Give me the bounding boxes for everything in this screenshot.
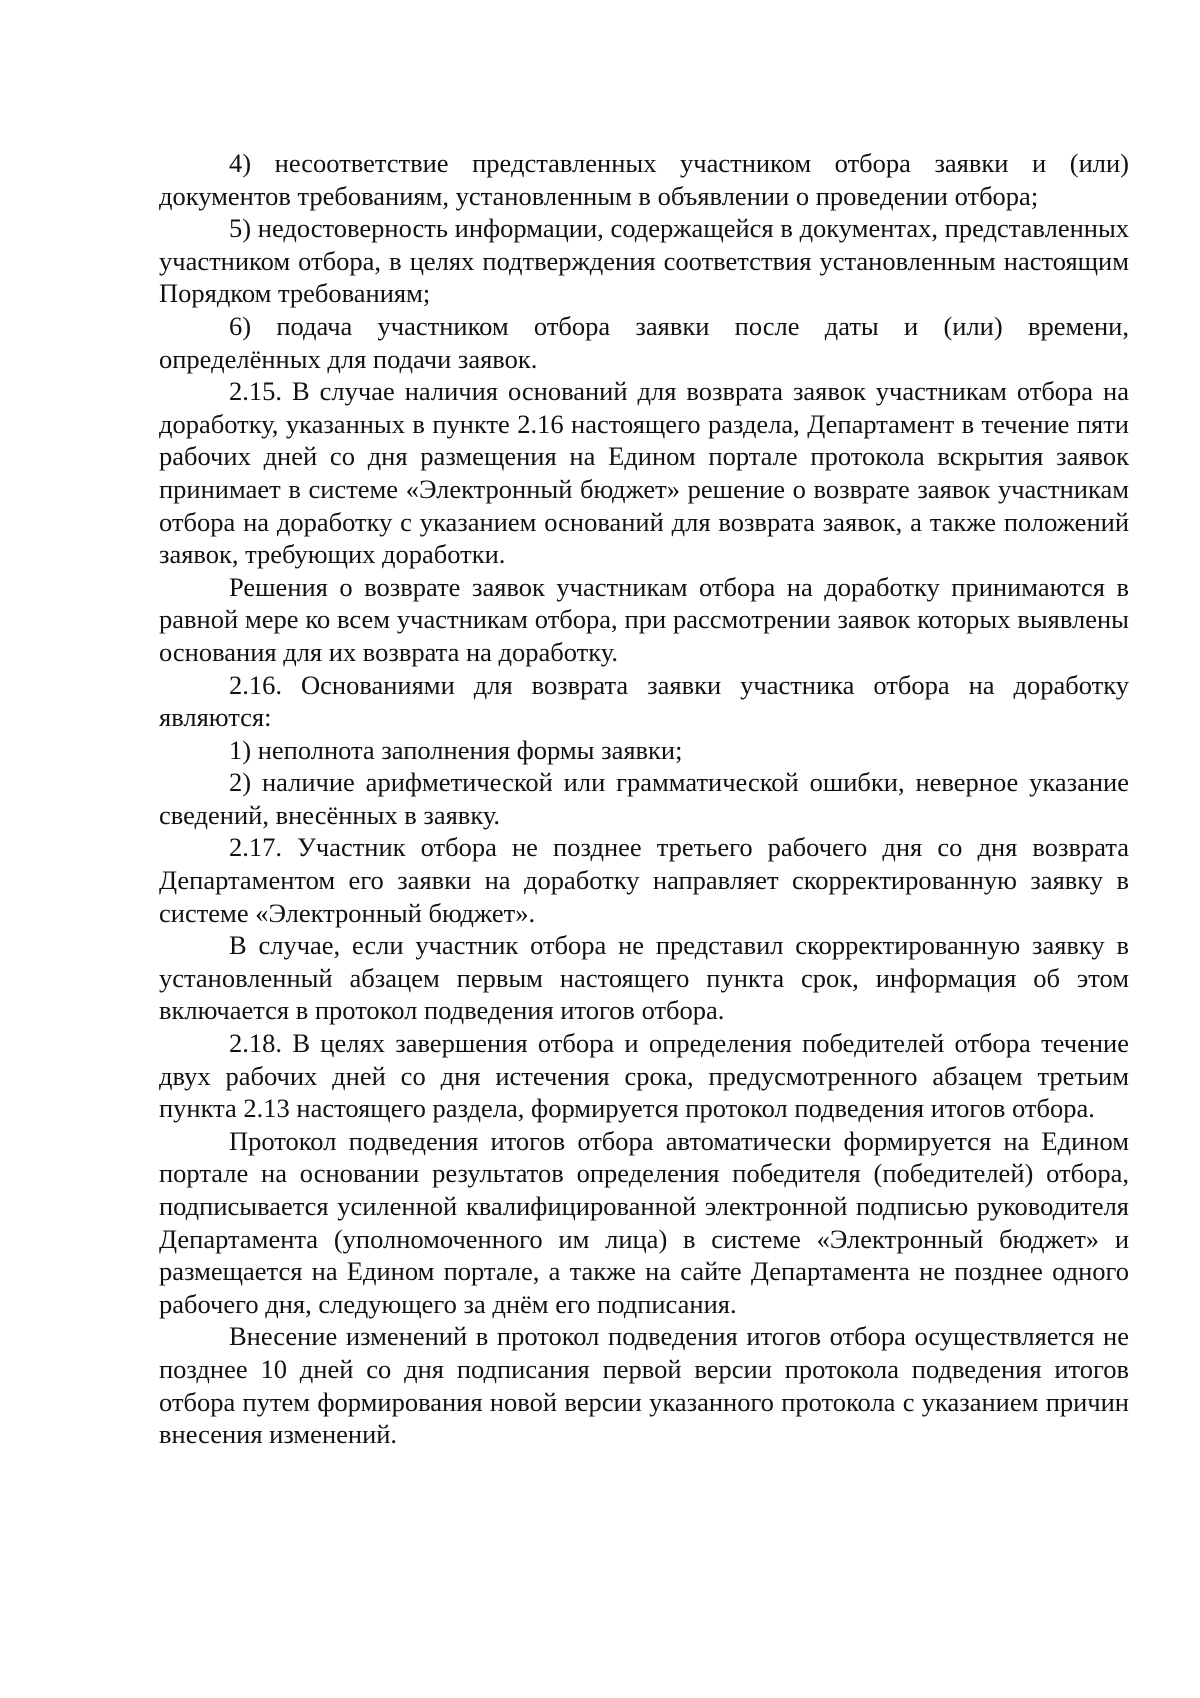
- paragraph-2-16-item-1: 1) неполнота заполнения формы заявки;: [229, 734, 683, 765]
- paragraph-2-16-item-2: 2) наличие арифметической или грамматической ошибки, неверное указание сведений, внесённых в заявку.: [159, 767, 1129, 830]
- paragraph-2-15-decisions: Решения о возврате заявок участникам отбора на доработку принимаются в равной мере ко всем участникам отбора, при рассмотрении заявок которых выявлены основания для их возврата на доработку.: [159, 571, 1129, 667]
- paragraph-2-18-protocol: Протокол подведения итогов отбора автоматически формируется на Едином портале на основании результатов определения победителя (победителей) отбора, подписывается усиленной квалифицированной электронной подписью руководителя Департамента (уполномоченного им лица) в системе «Электронный бюджет» и размещается на Едином портале, а также на сайте Департамента не позднее одного рабочего дня, следующего за днём его подписания.: [159, 1125, 1129, 1319]
- document-body: [159, 147, 1129, 1451]
- paragraph-2-18-changes: Внесение изменений в протокол подведения итогов отбора осуществляется не позднее 10 дней со дня подписания первой версии протокола подведения итогов отбора путем формирования новой версии указанного протокола с указанием причин внесения изменений.: [159, 1321, 1129, 1450]
- paragraph-2-16: 2.16. Основаниями для возврата заявки участника отбора на доработку являются:: [159, 669, 1129, 733]
- paragraph-item-4: 4) несоответствие представленных участником отбора заявки и (или) документов требованиям, установленным в объявлении о проведении отбора;: [159, 148, 1129, 211]
- paragraph-2-17: 2.17. Участник отбора не позднее третьего рабочего дня со дня возврата Департаментом его заявки на доработку направляет скорректированную заявку в системе «Электронный бюджет».: [159, 832, 1129, 928]
- paragraph-2-15: 2.15. В случае наличия оснований для возврата заявок участникам отбора на доработку, указанных в пункте 2.16 настоящего раздела, Департамент в течение пяти рабочих дней со дня размещения на Едином портале протокола вскрытия заявок принимает в системе «Электронный бюджет» решение о возврате заявок участникам отбора на доработку с указанием оснований для возврата заявок, а также положений заявок, требующих доработки.: [159, 376, 1129, 570]
- paragraph-2-17-case: В случае, если участник отбора не представил скорректированную заявку в установленный абзацем первым настоящего пункта срок, информация об этом включается в протокол подведения итогов отбора.: [159, 930, 1129, 1026]
- paragraph-item-6: 6) подача участником отбора заявки после даты и (или) времени, определённых для подачи заявок.: [159, 310, 1129, 374]
- paragraph-2-18: 2.18. В целях завершения отбора и определения победителей отбора течение двух рабочих дней со дня истечения срока, предусмотренного абзацем третьим пункта 2.13 настоящего раздела, формируется протокол подведения итогов отбора.: [159, 1028, 1129, 1124]
- paragraph-item-5: 5) недостоверность информации, содержащейся в документах, представленных участником отбора, в целях подтверждения соответствия установленным настоящим Порядком требованиям;: [159, 213, 1129, 309]
